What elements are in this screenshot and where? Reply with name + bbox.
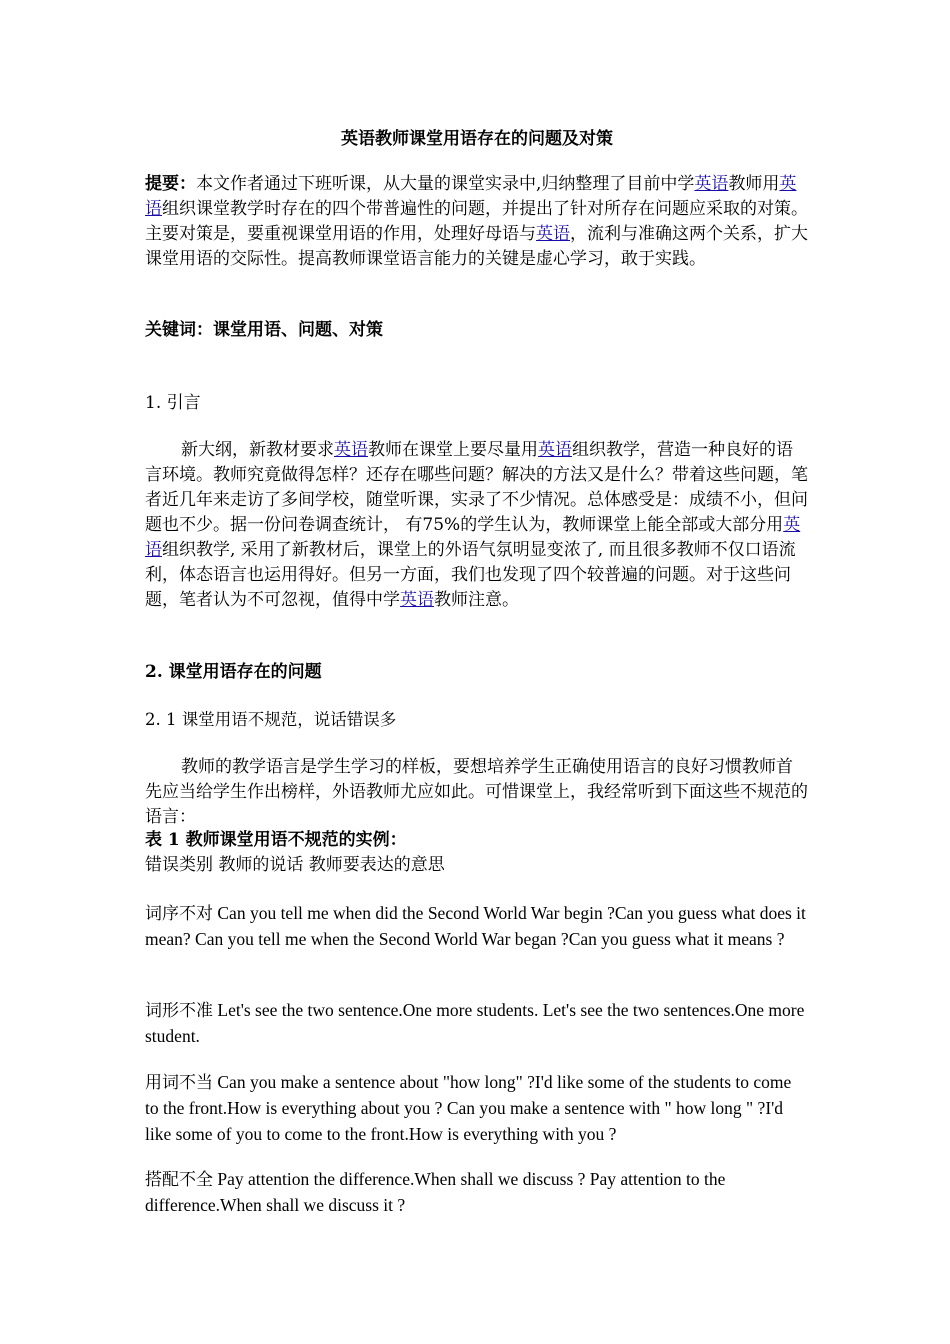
example-text: Can you make a sentence about "how long" ?I'd like some of the students to come to the front.How is everything about you ? Can you make a sentence with " how long " ?I'd like some of you to come to the front.How is everything with you ? — [145, 1072, 792, 1144]
table-row — [145, 1070, 809, 1148]
abstract-text-3: 组织课堂教学时存在的四个带普遍性的问题，并提出了针对所存在问题应采取的对策。主要对策是，要重视课堂用语的作用，处理好母语与 — [145, 199, 808, 244]
english-link[interactable]: 英语 — [145, 174, 797, 219]
abstract-text-4: ，流利与准确这两个关系，扩大课堂用语的交际性。提高教师课堂语言能力的关键是虚心学习，敢于实践。 — [145, 224, 808, 269]
intro-text-1: 新大纲，新教材要求 — [181, 440, 334, 460]
example-text: Can you tell me when did the Second World War begin ?Can you guess what does it mean? Can you tell me when the Second World War began ?Can you guess what it means ? — [145, 903, 806, 949]
section-2-heading: 2. 课堂用语存在的问题 — [145, 662, 322, 682]
english-link[interactable]: 英语 — [536, 224, 570, 244]
error-category: 词序不对 — [145, 904, 213, 924]
example-text: Let's see the two sentence.One more students. Let's see the two sentences.One more student. — [145, 1000, 805, 1046]
english-link[interactable]: 英语 — [334, 440, 368, 460]
english-link[interactable]: 英语 — [145, 515, 801, 560]
abstract-text-2: 教师用 — [728, 174, 780, 194]
error-category: 词形不准 — [145, 1001, 213, 1021]
intro-text-2: 教师在课堂上要尽量用 — [368, 440, 538, 460]
error-category: 用词不当 — [145, 1073, 213, 1093]
document-title: 英语教师课堂用语存在的问题及对策 — [341, 129, 613, 149]
section-2-paragraph: 教师的教学语言是学生学习的样板，要想培养学生正确使用语言的良好习惯教师首先应当给学生作出榜样，外语教师尤应如此。可惜课堂上，我经常听到下面这些不规范的语言： — [145, 757, 808, 827]
abstract-paragraph — [145, 172, 809, 272]
intro-text-3: 组织教学，营造一种良好的语言环境。教师究竟做得怎样？还存在哪些问题？解决的方法又是什么？带着这些问题，笔者近几年来走访了多间学校，随堂听课，实录了不少情况。总体感受是：成绩不小，但问题也不少。据一份问卷调查统计， 有75%的学生认为，教师课堂上能全部或大部分用 — [145, 440, 808, 535]
table-title: 表 1 教师课堂用语不规范的实例： — [145, 830, 407, 850]
table-header: 错误类别 教师的说话 教师要表达的意思 — [145, 855, 445, 875]
section-1-paragraph — [145, 438, 809, 613]
keywords-line: 关键词：课堂用语、问题、对策 — [145, 320, 383, 340]
error-category: 搭配不全 — [145, 1170, 213, 1190]
abstract-text-1: 本文作者通过下班听课，从大量的课堂实录中,归纳整理了目前中学 — [196, 174, 695, 194]
subsection-2-1-heading: 2. 1 课堂用语不规范，说话错误多 — [145, 710, 397, 729]
table-row — [145, 998, 809, 1050]
english-link[interactable]: 英语 — [538, 440, 572, 460]
intro-text-4: 组织教学, 采用了新教材后，课堂上的外语气氛明显变浓了, 而且很多教师不仅口语流利，体态语言也运用得好。但另一方面，我们也发现了四个较普遍的问题。对于这些问题，笔者认为不可忽视，值得中学 — [145, 540, 796, 610]
section-1-heading: 1. 引言 — [145, 393, 201, 413]
example-text: Pay attention the difference.When shall we discuss ? Pay attention to the difference.When shall we discuss it ? — [145, 1169, 726, 1215]
abstract-sep: ： — [179, 174, 196, 194]
abstract-label: 提要 — [145, 174, 179, 194]
english-link[interactable]: 英语 — [400, 590, 434, 610]
table-row — [145, 1167, 809, 1219]
intro-text-5: 教师注意。 — [434, 590, 519, 610]
english-link[interactable]: 英语 — [694, 174, 729, 194]
table-row — [145, 901, 809, 953]
